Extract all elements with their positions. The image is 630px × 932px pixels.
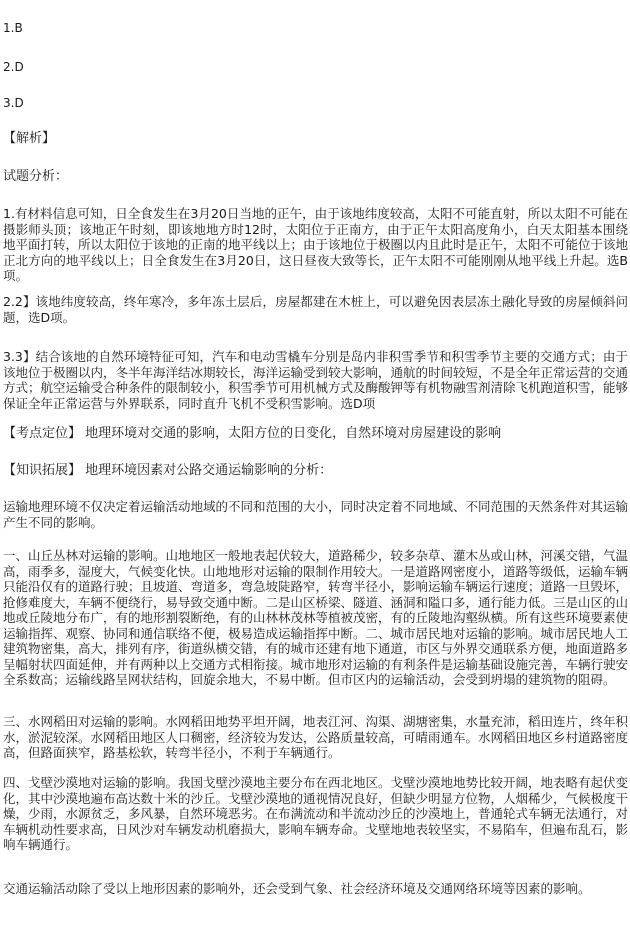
intro-paragraph: 运输地理环境不仅决定着运输活动地域的不同和范围的大小，同时决定着不同地域、不同范围的天然条件对其运输产生不同的影响。 (3, 499, 629, 530)
answer-3: 3.D (3, 96, 24, 110)
answer-2: 2.D (3, 60, 24, 74)
water-paragraph: 三、水网稻田对运输的影响。水网稻田地势平坦开阔，地表江河、沟渠、湖塘密集，水量充沛，稻田连片，终年积水，淤泥较深。水网稻田地区人口稠密，经济较为发达，公路质量较高，可晴雨通车。水网稻田地区乡村道路密度高，但路面狭窄，路基松软，转弯半径小，不利于车辆通行。 (3, 714, 629, 760)
answer-1: 1.B (3, 21, 23, 35)
knowledge-extension: 【知识拓展】 地理环境因素对公路交通运输影响的分析： (3, 463, 333, 478)
question-2-explanation: 2.2】该地纬度较高，终年寒冷，多年冻土层后，房屋都建在木桩上，可以避免因表层冻土融化导致的房屋倾斜问题，选D项。 (3, 294, 628, 325)
question-3-explanation: 3.3】结合该地的自然环境特征可知，汽车和电动雪橇车分别是岛内非积雪季节和积雪季节主要的交通方式；由于该地位于极圈以内，冬半年海洋结冰期较长，海洋运输受到较大影响，通航的时间较短，不是全年正常运营的交通方式；航空运输受合种条件的限制较小，积雪季节可用机械方式及酶酸钾等有机物融雪剂清除飞机跑道积雪，能够保证全年正常运营与外界联系，同时直升飞机不受积雪影响。选D项 (3, 349, 629, 411)
question-1-explanation: 1.有材料信息可知，日全食发生在3月20日当地的正午，由于该地纬度较高，太阳不可能直射，所以太阳不可能在摄影师头顶；该地正午时刻，即该地地方时12时，太阳位于正南方，由于正午太阳高度角小，白天太阳基本围绕地平面打转，所以太阳位于该地的正南的地平线以上；由于该地位于极圈以内且此时是正午，太阳不可能位于该地正北方向的地平线以上；日全食发生在3月20日，这日昼夜大致等长，正午太阳不可能刚刚从地平线上升起。选B项。 (3, 206, 629, 283)
key-points: 【考点定位】 地理环境对交通的影响，太阳方位的日变化，自然环境对房屋建设的影响 (3, 426, 502, 441)
mountain-paragraph: 一、山丘丛林对运输的影响。山地地区一般地表起伏较大，道路稀少，较多杂草、灌木丛或山林，河溪交错，气温高，雨季多，湿度大，气候变化快。山地地形对运输的限制作用较大。一是道路网密度小，道路等级低，运输车辆只能沿仅有的道路行驶；且坡道、弯道多，弯急坡陡路窄，转弯半径小，影响运输车辆运行速度；道路一旦毁坏，抢修难度大，车辆不便绕行，易导致交通中断。二是山区桥梁、隧道、涵洞和隘口多，通行能力低。三是山区的山地或丘陵地分布广，有的地形割裂断绝，有的山林林茂林等植被茂密，有的丘陵地沟壑纵横。所有这些环境要素使运输指挥、观察、协同和通信联络不便，极易造成运输指挥中断。二、城市居民地对运输的影响。城市居民地人工建筑物密集，高大，排列有序，街道纵横交错，有的城市还建有地下通道，市区与外界交通联系方便，地面道路多呈幅射状四面延伸，并有两种以上交通方式相衔接。城市地形对运输的有利条件是运输基础设施完善，车辆行驶安全系数高；运输线路呈网状结构，回旋余地大，不易中断。但市区内的运输活动，会受到坍塌的建筑物的阻碍。 (3, 548, 629, 687)
final-paragraph: 交通运输活动除了受以上地形因素的影响外，还会受到气象、社会经济环境及交通网络环境等因素的影响。 (3, 881, 591, 896)
analysis-heading: 【解析】 (3, 131, 56, 146)
desert-paragraph: 四、戈壁沙漠地对运输的影响。我国戈壁沙漠地主要分布在西北地区。戈壁沙漠地地势比较开阔，地表略有起伏变化，其中沙漠地遍布高达数十米的沙丘。戈壁沙漠地的通视情况良好，但缺少明显方位物，人烟稀少，气候极度干燥，少雨，水源贫乏，多风暴，自然环境恶劣。在布满流动和半流动沙丘的沙漠地上，普通轮式车辆无法通行，对车辆机动性要求高，日风沙对车辆发动机磨损大，影响车辆寿命。戈壁地地表较坚实，不易陷车，但遍布乱石，影响车辆通行。 (3, 775, 629, 852)
analysis-label: 试题分析： (3, 169, 69, 184)
